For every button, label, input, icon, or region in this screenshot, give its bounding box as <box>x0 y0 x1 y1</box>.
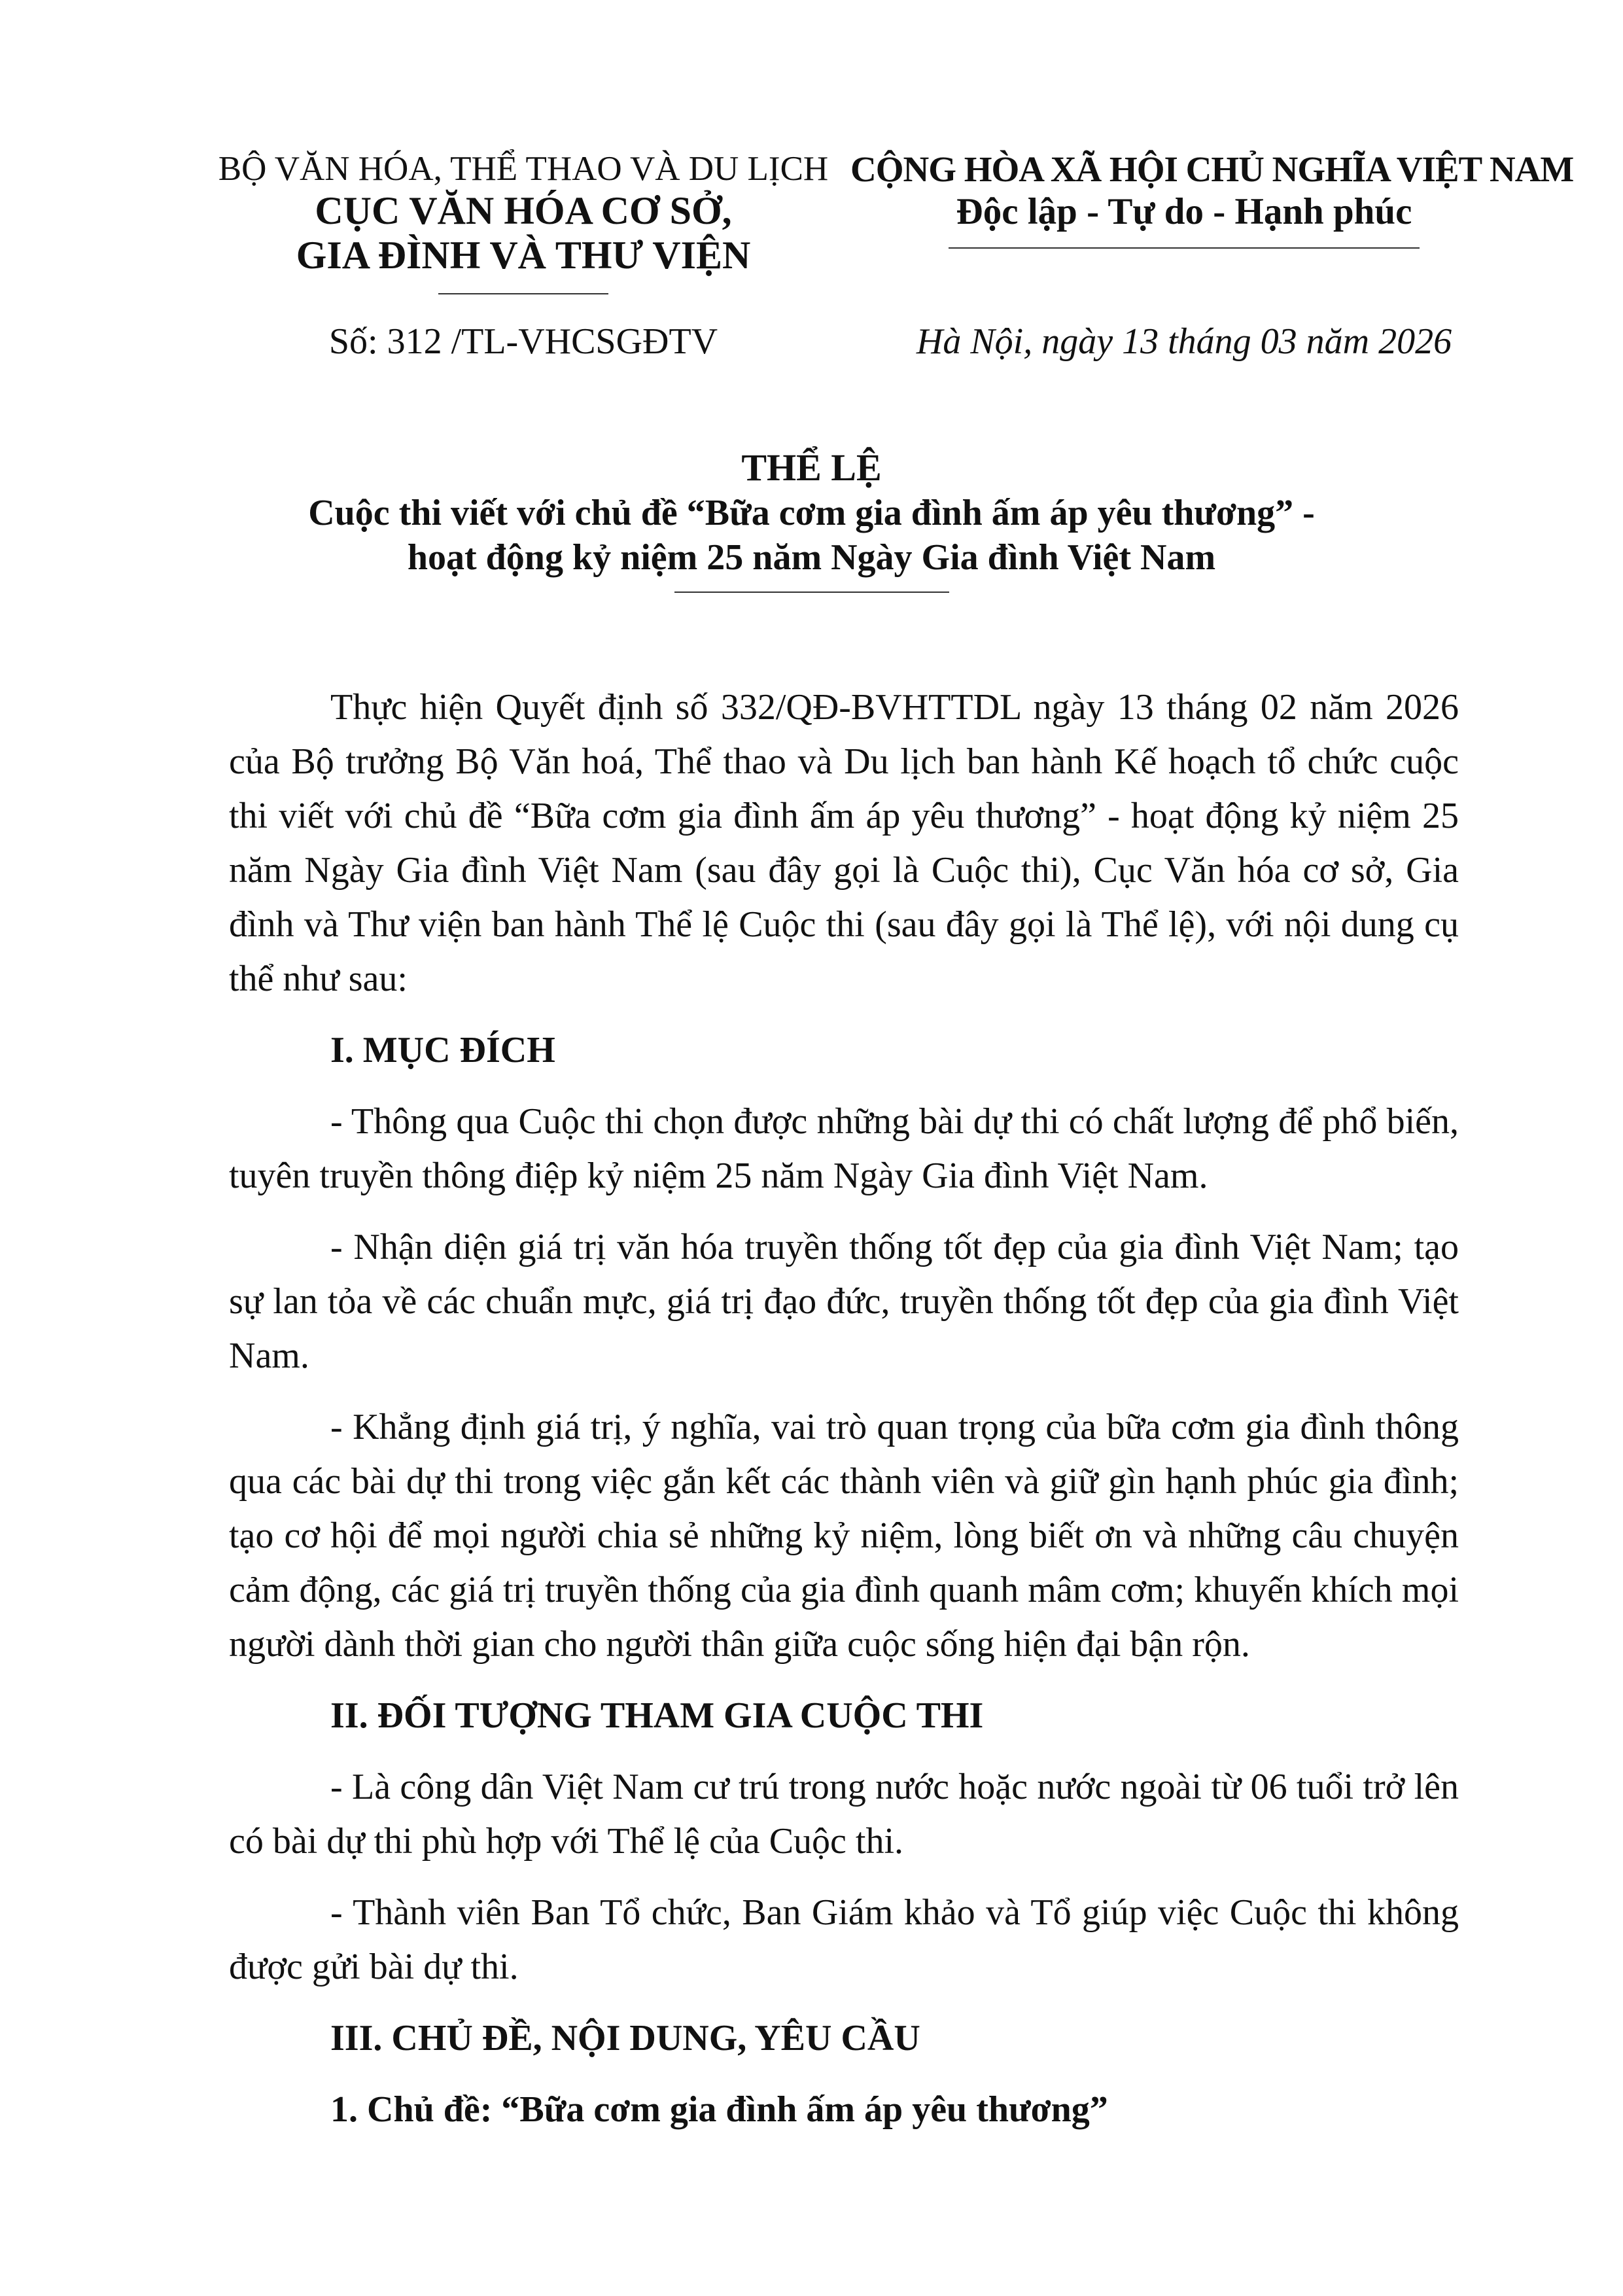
agency-underline <box>438 293 608 294</box>
nation-name: CỘNG HÒA XÃ HỘI CHỦ NGHĨA VIỆT NAM <box>850 149 1574 189</box>
national-motto-block <box>850 149 1574 249</box>
purpose-paragraph-3: - Khẳng định giá trị, ý nghĩa, vai trò quan trọng của bữa cơm gia đình thông qua các bài dự thi trong việc gắn kết các thành viên và giữ gìn hạnh phúc gia đình; tạo cơ hội để mọi người chia sẻ những kỷ niệm, lòng biết ơn và những câu chuyện cảm động, các giá trị truyền thống của gia đình quanh mâm cơm; khuyến khích mọi người dành thời gian cho người thân giữa cuộc sống hiện đại bận rộn. <box>229 1407 1459 1665</box>
issuing-agency-block <box>216 149 831 294</box>
ministry-name: BỘ VĂN HÓA, THỂ THAO VÀ DU LỊCH <box>218 150 829 188</box>
document-date: Hà Nội, ngày 13 tháng 03 năm 2026 <box>916 321 1452 362</box>
title-underline <box>674 592 949 593</box>
section-heading-topic: III. CHỦ ĐỀ, NỘI DUNG, YÊU CẦU <box>330 2018 920 2058</box>
section-heading-participants: II. ĐỐI TƯỢNG THAM GIA CUỘC THI <box>330 1695 984 1736</box>
purpose-paragraph-2: - Nhận diện giá trị văn hóa truyền thống tốt đẹp của gia đình Việt Nam; tạo sự lan tỏa về các chuẩn mực, giá trị đạo đức, truyền thống tốt đẹp của gia đình Việt Nam. <box>229 1227 1459 1376</box>
national-motto: Độc lập - Tự do - Hạnh phúc <box>956 191 1412 232</box>
agency-name-line1: CỤC VĂN HÓA CƠ SỞ, <box>315 189 732 232</box>
intro-paragraph: Thực hiện Quyết định số 332/QĐ-BVHTTDL ngày 13 tháng 02 năm 2026 của Bộ trưởng Bộ Văn hoá, Thể thao và Du lịch ban hành Kế hoạch tổ chức cuộc thi viết với chủ đề “Bữa cơm gia đình ấm áp yêu thương” - hoạt động kỷ niệm 25 năm Ngày Gia đình Việt Nam (sau đây gọi là Cuộc thi), Cục Văn hóa cơ sở, Gia đình và Thư viện ban hành Thể lệ Cuộc thi (sau đây gọi là Thể lệ), với nội dung cụ thể như sau: <box>229 687 1459 999</box>
document-title: THỂ LỆ <box>741 446 882 489</box>
document-subtitle-line1: Cuộc thi viết với chủ đề “Bữa cơm gia đình ấm áp yêu thương” - <box>308 493 1315 533</box>
document-subtitle-line2: hoạt động kỷ niệm 25 năm Ngày Gia đình Việt Nam <box>407 537 1216 578</box>
document-title-block <box>131 445 1492 593</box>
document-body <box>229 680 1459 2154</box>
document-number: Số: 312 /TL-VHCSGĐTV <box>328 321 718 362</box>
topic-subheading: 1. Chủ đề: “Bữa cơm gia đình ấm áp yêu thương” <box>330 2089 1108 2130</box>
participants-paragraph-2: - Thành viên Ban Tổ chức, Ban Giám khảo và Tổ giúp việc Cuộc thi không được gửi bài dự thi. <box>229 1892 1459 1987</box>
purpose-paragraph-1: - Thông qua Cuộc thi chọn được những bài dự thi có chất lượng để phổ biến, tuyên truyền thông điệp kỷ niệm 25 năm Ngày Gia đình Việt Nam. <box>229 1101 1459 1196</box>
section-heading-purpose: I. MỤC ĐÍCH <box>330 1030 555 1070</box>
agency-name-line2: GIA ĐÌNH VÀ THƯ VIỆN <box>296 234 751 277</box>
motto-underline <box>949 247 1420 249</box>
participants-paragraph-1: - Là công dân Việt Nam cư trú trong nước hoặc nước ngoài từ 06 tuổi trở lên có bài dự thi phù hợp với Thể lệ của Cuộc thi. <box>229 1767 1459 1862</box>
